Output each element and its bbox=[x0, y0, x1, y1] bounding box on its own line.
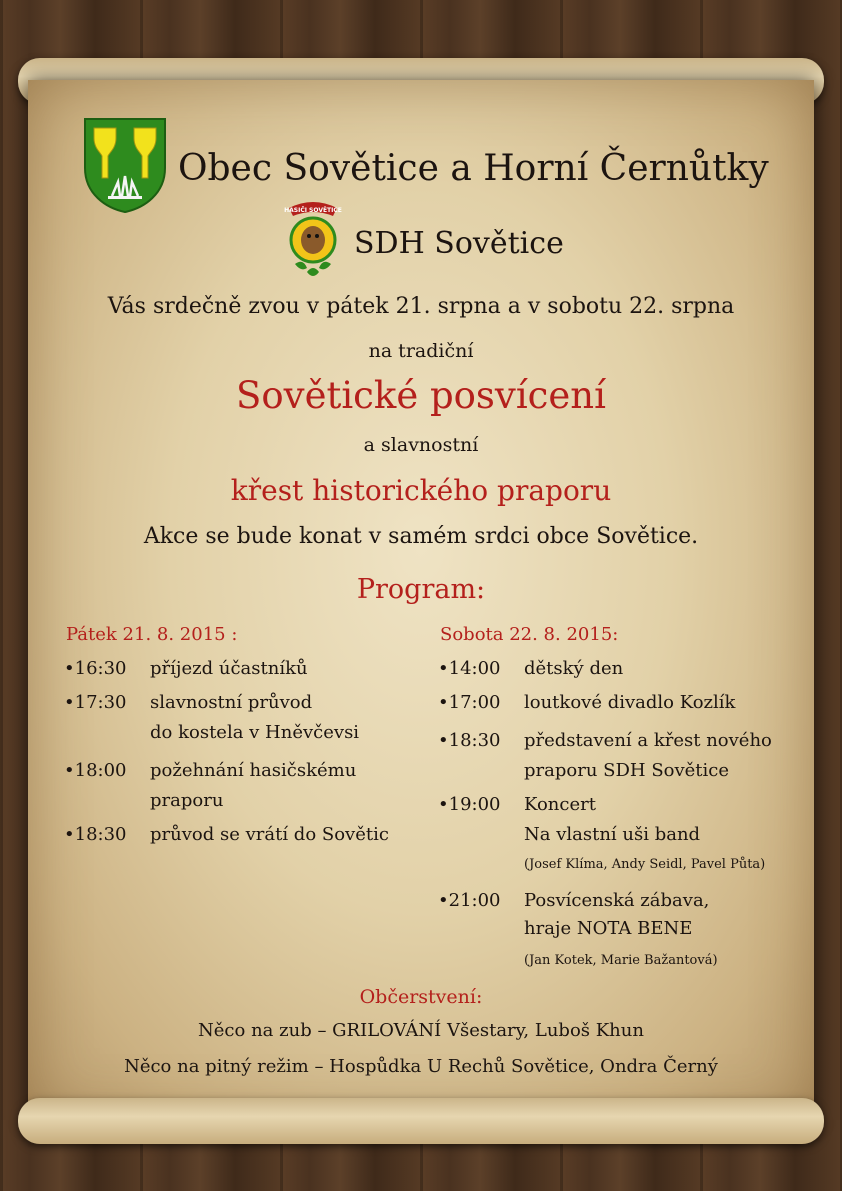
sdh-logo-text: HASIČI SOVĚTICE bbox=[284, 207, 342, 214]
poster-content: Obec Sovětice a Horní Černůtky HASIČI SOVĚTICE SDH Sovětice Vás srdečně zvou v pátek 21. srpna a v sobotu 22. srpna na tradiční Sovětické posvícení a slavnostní křest historického praporu Akce se bude konat v samém srdci obce Sovětice. Program: Pátek 21. 8. 2015 : •16:30 příjezd účastníků •17:30 slavnostní průvod do kostela v Hněvčevsi •18:00 požehnání hasičskému praporu •18:30 průvod se vrátí do Sovětic Sobota 22. 8. 2015: •14:00 dětský den •17:00 loutkové divadlo Kozlík •18:30 představení a křest nového praporu SDH Sovětice •19:00 Koncert Na vlastní uši band (Josef Klíma, Andy Seidl, Pavel Půta) •21:00 Posvícenská zábava, hraje NOTA BENE (Jan Kotek, Marie Bažantová) Občerstvení: Něco na zub – GRILOVÁNÍ Všestary, Luboš Khun Něco na pitný režim – Hospůdka U Rechů Sovětice, Ondra Černý bbox=[0, 0, 842, 1191]
organization-title: SDH Sovětice bbox=[354, 226, 564, 261]
refreshments-heading: Občerstvení: bbox=[359, 986, 483, 1008]
banner-christening-title: křest historického praporu bbox=[230, 474, 612, 507]
friday-heading: Pátek 21. 8. 2015 : bbox=[66, 624, 238, 645]
municipality-title: Obec Sovětice a Horní Černůtky bbox=[178, 148, 769, 189]
saturday-heading: Sobota 22. 8. 2015: bbox=[440, 624, 619, 645]
sdh-logo-icon bbox=[283, 198, 343, 282]
municipal-crest-icon bbox=[82, 116, 168, 214]
program-heading: Program: bbox=[356, 574, 486, 605]
refreshments-food: Něco na zub – GRILOVÁNÍ Všestary, Luboš Khun bbox=[198, 1020, 644, 1041]
refreshments-drinks: Něco na pitný režim – Hospůdka U Rechů Sovětice, Ondra Černý bbox=[124, 1056, 718, 1077]
invitation-text: Vás srdečně zvou v pátek 21. srpna a v sobotu 22. srpna bbox=[107, 294, 735, 319]
venue-text: Akce se bude konat v samém srdci obce Sovětice. bbox=[143, 524, 699, 549]
ceremonial-label: a slavnostní bbox=[363, 434, 479, 456]
event-title: Sovětické posvícení bbox=[236, 374, 606, 417]
traditional-label: na tradiční bbox=[368, 340, 474, 362]
